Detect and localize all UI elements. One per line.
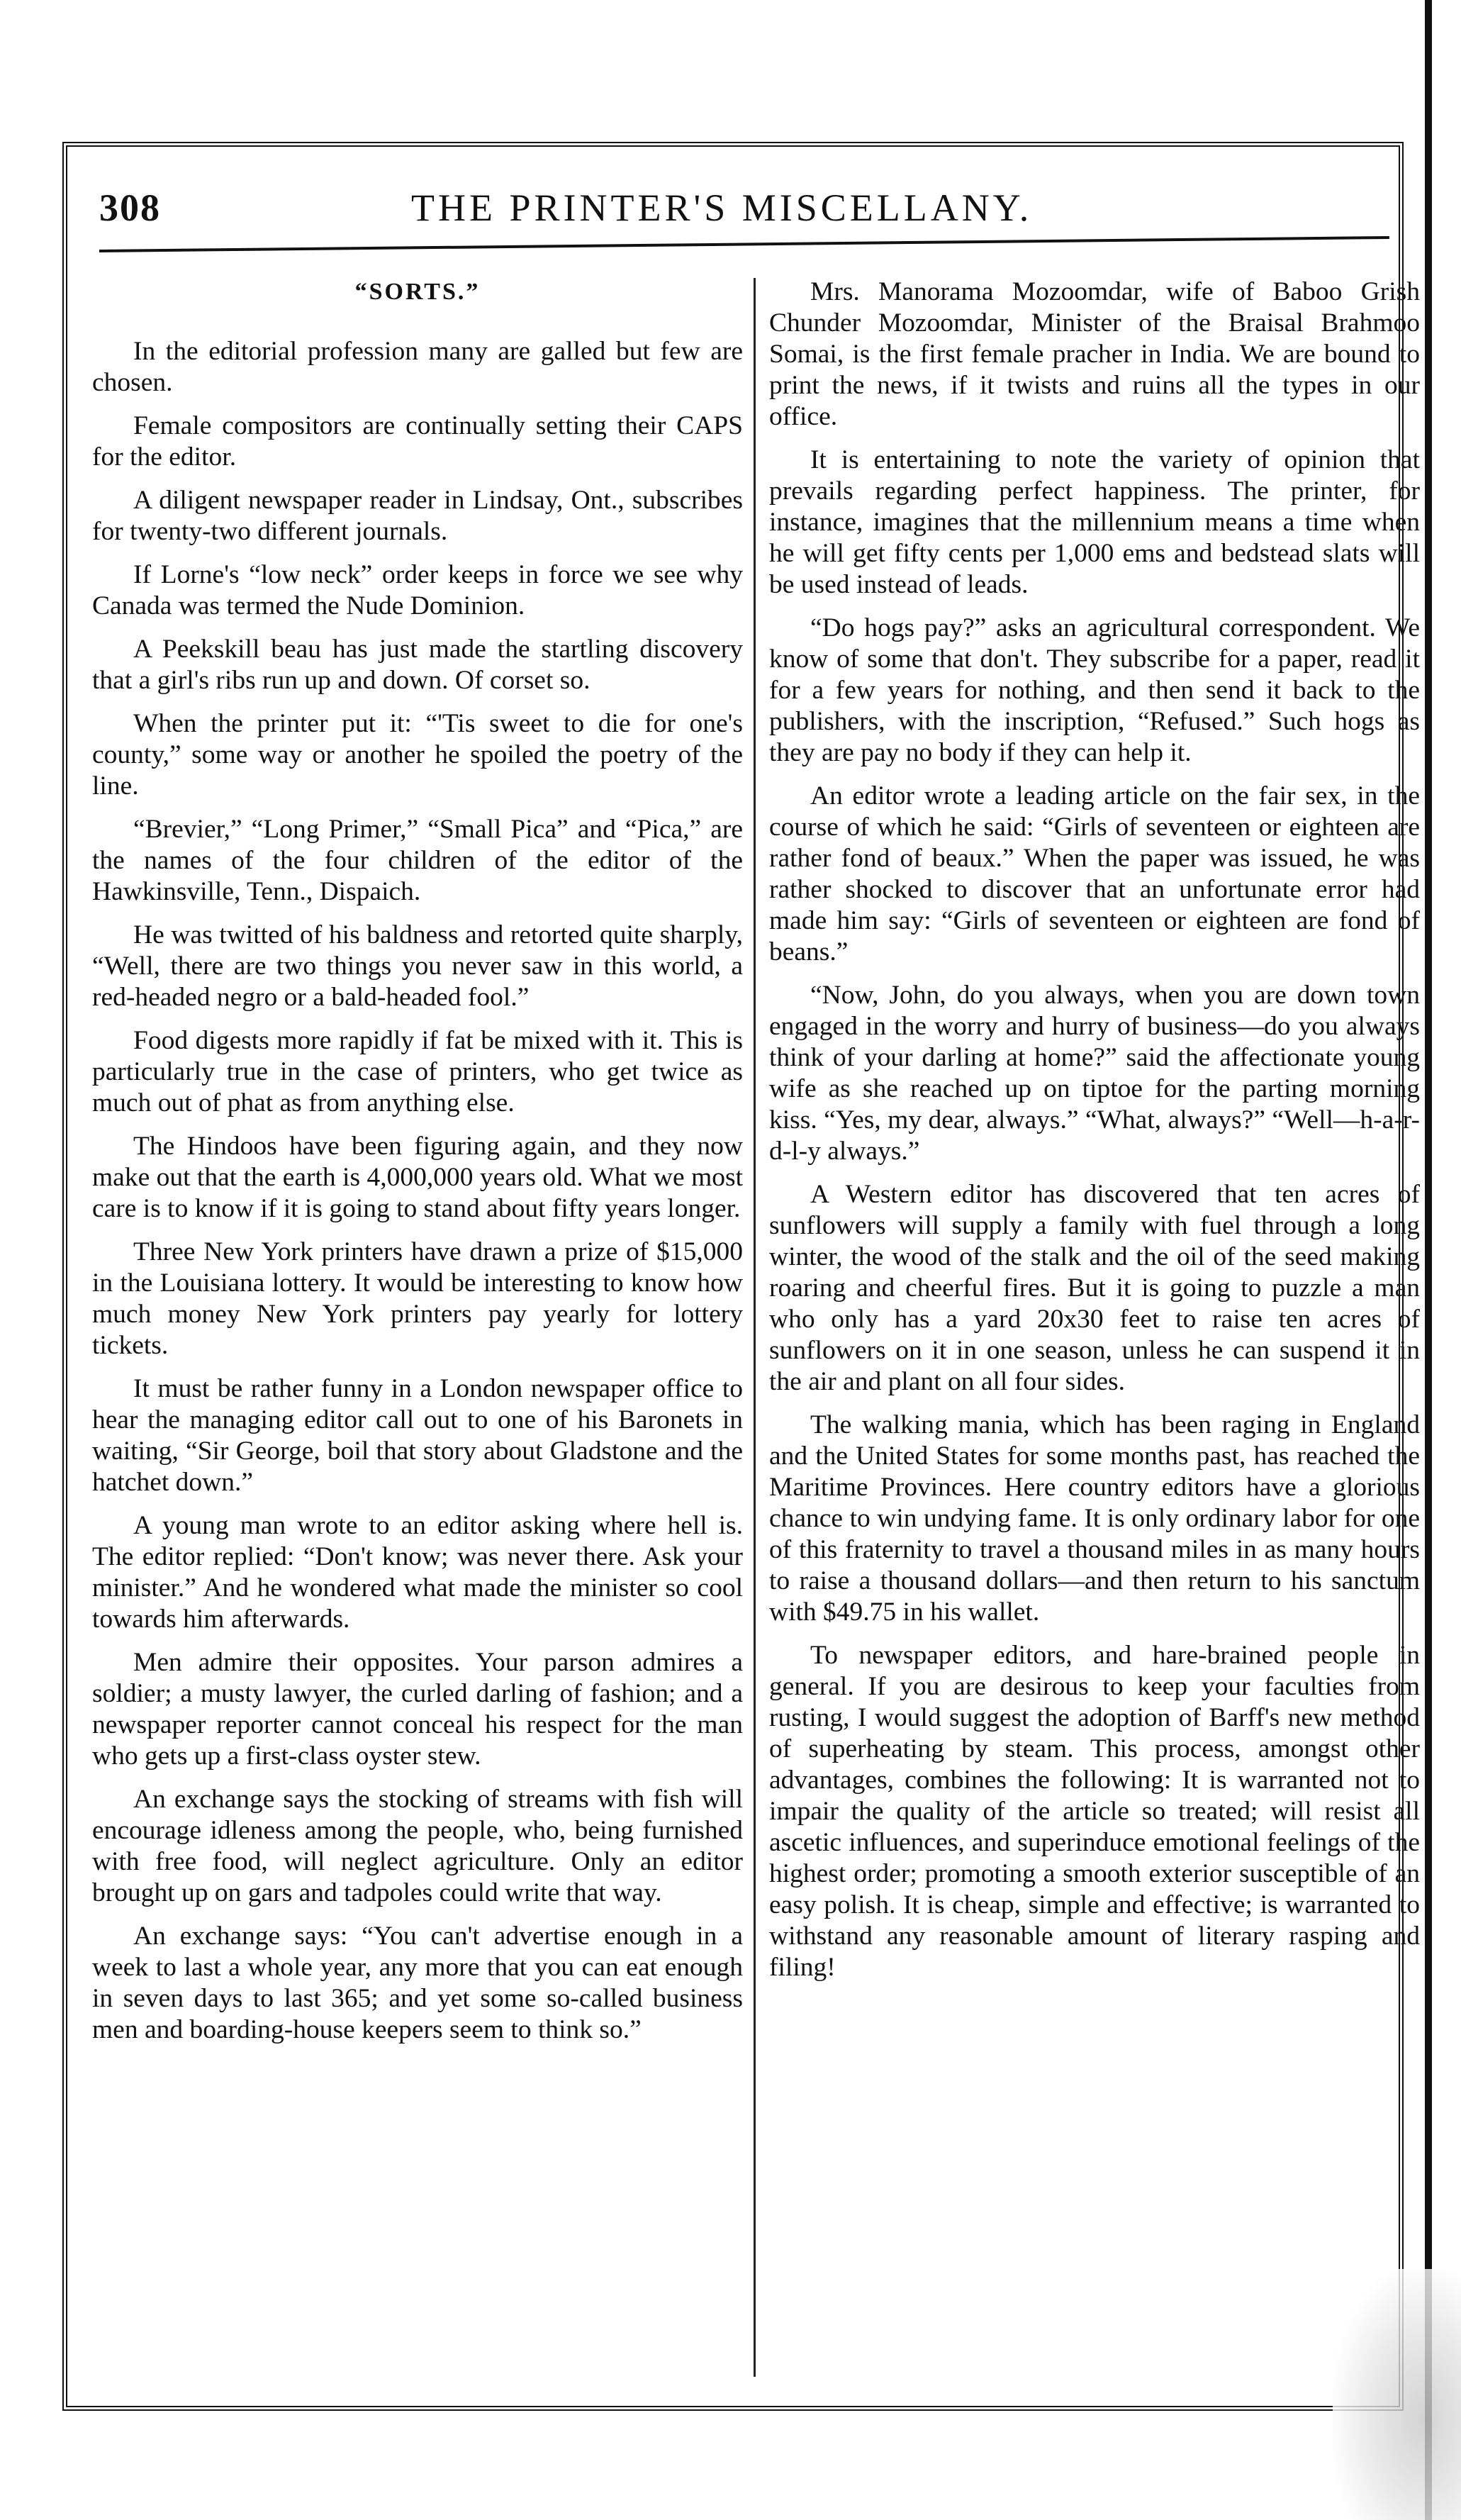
paragraph: It must be rather funny in a London newspaper office to hear the managing editor call out to one of his Baronets in waiting, “Sir George, boil that story about Gladstone and the hatchet down.” [92,1374,743,1497]
paragraph: Mrs. Manorama Mozoomdar, wife of Baboo Grish Chunder Mozoomdar, Minister of the Braisal Brahmoo Somai, is the first female pracher in India. We are bound to print the news, if it twists and ruins all the types in our office. [769,277,1420,431]
paragraph: When the printer put it: “'Tis sweet to die for one's county,” some way or another he spoiled the poetry of the line. [92,709,743,801]
paragraph: The Hindoos have been figuring again, and they now make out that the earth is 4,000,000 years old. What we most care is to know if it is going to stand about fifty years longer. [92,1132,743,1223]
paragraph: A Western editor has discovered that ten acres of sunflowers will supply a family with fuel through a long winter, the wood of the stalk and the oil of the seed making roaring and cheerful fires. But it is going to puzzle a man who only has a yard 20x30 feet to raise ten acres of sunflowers on it in one season, unless he can suspend it in the air and plant on all four sides. [769,1180,1420,1396]
paragraph: Female compositors are continually setting their CAPS for the editor. [92,411,743,472]
paragraph: An exchange says the stocking of streams with fish will encourage idleness among the people, who, being furnished with free food, will neglect agriculture. Only an editor brought up on gars and tadpoles could write that way. [92,1785,743,1907]
paragraph: “Do hogs pay?” asks an agricultural correspondent. We know of some that don't. They subscribe for a paper, read it for a few years for nothing, and then send it back to the publishers, with the inscription, “Refused.” Such hogs as they are pay no body if they can help it. [769,613,1420,767]
paragraph: An exchange says: “You can't advertise enough in a week to last a whole year, any more that you can eat enough in seven days to last 365; and yet some so-called business men and boarding-house keepers seem to think so.” [92,1922,743,2044]
paragraph: A young man wrote to an editor asking where hell is. The editor replied: “Don't know; was never there. Ask your minister.” And he wondered what made the minister so cool towards him afterwards. [92,1511,743,1634]
journal-title: THE PRINTER'S MISCELLANY. [411,186,1033,229]
section-heading: “SORTS.” [354,279,481,305]
paragraph: Men admire their opposites. Your parson admires a soldier; a musty lawyer, the curled darling of fashion; and a newspaper reporter cannot conceal his respect for the man who gets up a first-class oyster stew. [92,1648,743,1771]
paragraph: A Peekskill beau has just made the startling discovery that a girl's ribs run up and down. Of corset so. [92,635,743,695]
paragraph: It is entertaining to note the variety of opinion that prevails regarding perfect happiness. The printer, for instance, imagines that the millennium means a time when he will get fifty cents per 1,000 ems and bedstead slats will be used instead of leads. [769,445,1420,599]
paragraph: In the editorial profession many are galled but few are chosen. [92,337,743,397]
paragraph: To newspaper editors, and hare-brained people in general. If you are desirous to keep your faculties from rusting, I would suggest the adoption of Barff's new method of superheating by steam. This process, amongst other advantages, combines the following: It is warranted not to impair the quality of the article so treated; will resist all ascetic influences, and superinduce emotional feelings of the highest order; promoting a smooth exterior susceptible of an easy polish. It is cheap, simple and effective; is warranted to withstand any reasonable amount of literary rasping and filing! [769,1641,1420,1982]
column-divider [754,278,756,2377]
page-edge-rule [1425,0,1432,2520]
paragraph: “Now, John, do you always, when you are down town engaged in the worry and hurry of business—do you always think of your darling at home?” said the affectionate young wife as she reached up on tiptoe for the parting morning kiss. “Yes, my dear, always.” “What, always?” “Well—h-a-r-d-l-y always.” [769,981,1420,1166]
paragraph: He was twitted of his baldness and retorted quite sharply, “Well, there are two things you never saw in this world, a red-headed negro or a bald-headed fool.” [92,920,743,1012]
paragraph: The walking mania, which has been raging in England and the United States for some months past, has reached the Maritime Provinces. Here country editors have a glorious chance to win undying fame. It is only ordinary labor for one of this fraternity to travel a thousand miles in as many hours to raise a thousand dollars—and then return to his sanctum with $49.75 in his wallet. [769,1410,1420,1627]
paragraph: If Lorne's “low neck” order keeps in force we see why Canada was termed the Nude Dominion. [92,560,743,620]
paragraph: An editor wrote a leading article on the fair sex, in the course of which he said: “Girls of seventeen or eighteen are rather fond of beaux.” When the paper was issued, he was rather shocked to discover that an unfortunate error had made him say: “Girls of seventeen or eighteen are fond of beans.” [769,781,1420,966]
page-curl-shadow [1333,2269,1461,2520]
page-number: 308 [99,186,161,229]
right-column [769,277,1420,1995]
left-column [92,277,743,2058]
paragraph: Food digests more rapidly if fat be mixed with it. This is particularly true in the case of printers, who get twice as much out of phat as from anything else. [92,1026,743,1117]
paragraph: A diligent newspaper reader in Lindsay, Ont., subscribes for twenty-two different journals. [92,486,743,546]
paragraph: Three New York printers have drawn a prize of $15,000 in the Louisiana lottery. It would be interesting to know how much money New York printers pay yearly for lottery tickets. [92,1237,743,1360]
paragraph: “Brevier,” “Long Primer,” “Small Pica” and “Pica,” are the names of the four children of the editor of the Hawkinsville, Tenn., Dispaich. [92,815,743,906]
